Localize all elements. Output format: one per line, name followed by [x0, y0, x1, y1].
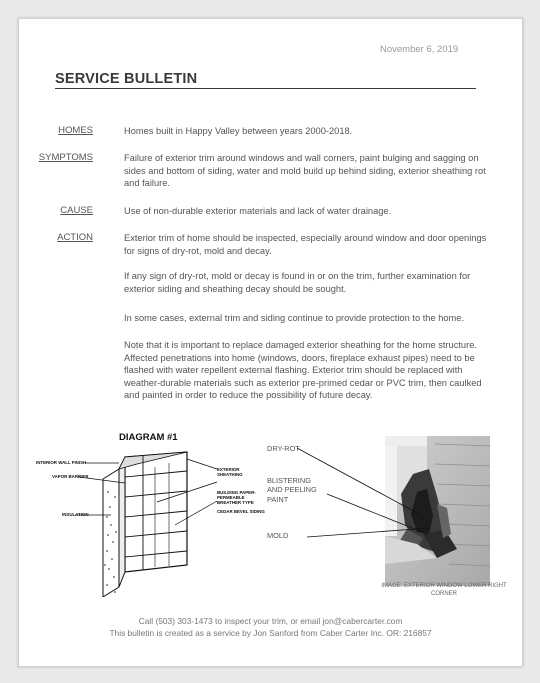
exterior-sheathing-label: EXTERIOR SHEATHING	[217, 467, 243, 478]
page-title: SERVICE BULLETIN	[55, 71, 476, 89]
interior-wall-label: INTERIOR WALL FINISH	[36, 460, 87, 465]
footer-contact: Call (503) 303-1473 to inspect your trim, or email jon@cabercarter.com	[138, 616, 403, 626]
vapor-barrier-label: VAPOR BARRIER	[52, 474, 89, 479]
action-paragraph: Exterior trim of home should be inspected, especially around window and door openings for signs of dry-rot, mold and decay.	[124, 233, 487, 256]
bulletin-date: November 6, 2019	[380, 44, 459, 55]
diagram-title: DIAGRAM #1	[119, 432, 178, 443]
cedar-siding-label: CEDAR BEVEL SIDING	[217, 509, 265, 514]
insulation-label: INSULATION	[62, 512, 89, 517]
action-paragraph: If any sign of dry-rot, mold or decay is found in or on the trim, further examination for exterior siding and sheathing decay should be sought.	[124, 271, 471, 294]
building-paper-label: BUILDING PAPER- PERMEABLE BREATHER TYPE	[217, 490, 256, 506]
homes-label: HOMES	[58, 125, 93, 136]
cause-label: CAUSE	[60, 205, 93, 216]
action-label: ACTION	[57, 232, 93, 243]
action-paragraph: Note that it is important to replace damaged exterior sheathing for the home structure. Affected penetrations into home (windows, doors, fireplace exhaust pipes) need to be flashed with water repellent external flashing. Exterior trim should be replaced with weather-durable materials such as exterior pre-primed cedar or PVC trim, then caulked and painted in order to reduce the possibility of future decay.	[124, 340, 482, 401]
symptoms-text: Failure of exterior trim around windows and wall corners, paint bulging and sagging on sides and bottom of siding, water and mold build up behind siding, exterior sheathing rot and failure.	[124, 153, 486, 189]
cause-text: Use of non-durable exterior materials and lack of water drainage.	[124, 206, 392, 216]
action-paragraph: In some cases, external trim and siding continue to provide protection to the home.	[124, 313, 465, 323]
window-corner-photo	[267, 434, 492, 589]
symptoms-label: SYMPTOMS	[38, 152, 93, 163]
photo-caption: IMAGE: EXTERIOR WINDOW LOWER RIGHT CORNER	[381, 583, 507, 597]
homes-text: Homes built in Happy Valley between years 2000-2018.	[124, 126, 353, 136]
mold-label: MOLD	[267, 531, 289, 540]
dry-rot-label: DRY-ROT	[267, 444, 300, 453]
footer-credit: This bulletin is created as a service by Jon Sanford from Caber Carter Inc. OR: 216857	[109, 628, 432, 638]
blistering-label: BLISTERING AND PEELING PAINT	[267, 476, 317, 504]
bulletin-page	[18, 18, 523, 667]
